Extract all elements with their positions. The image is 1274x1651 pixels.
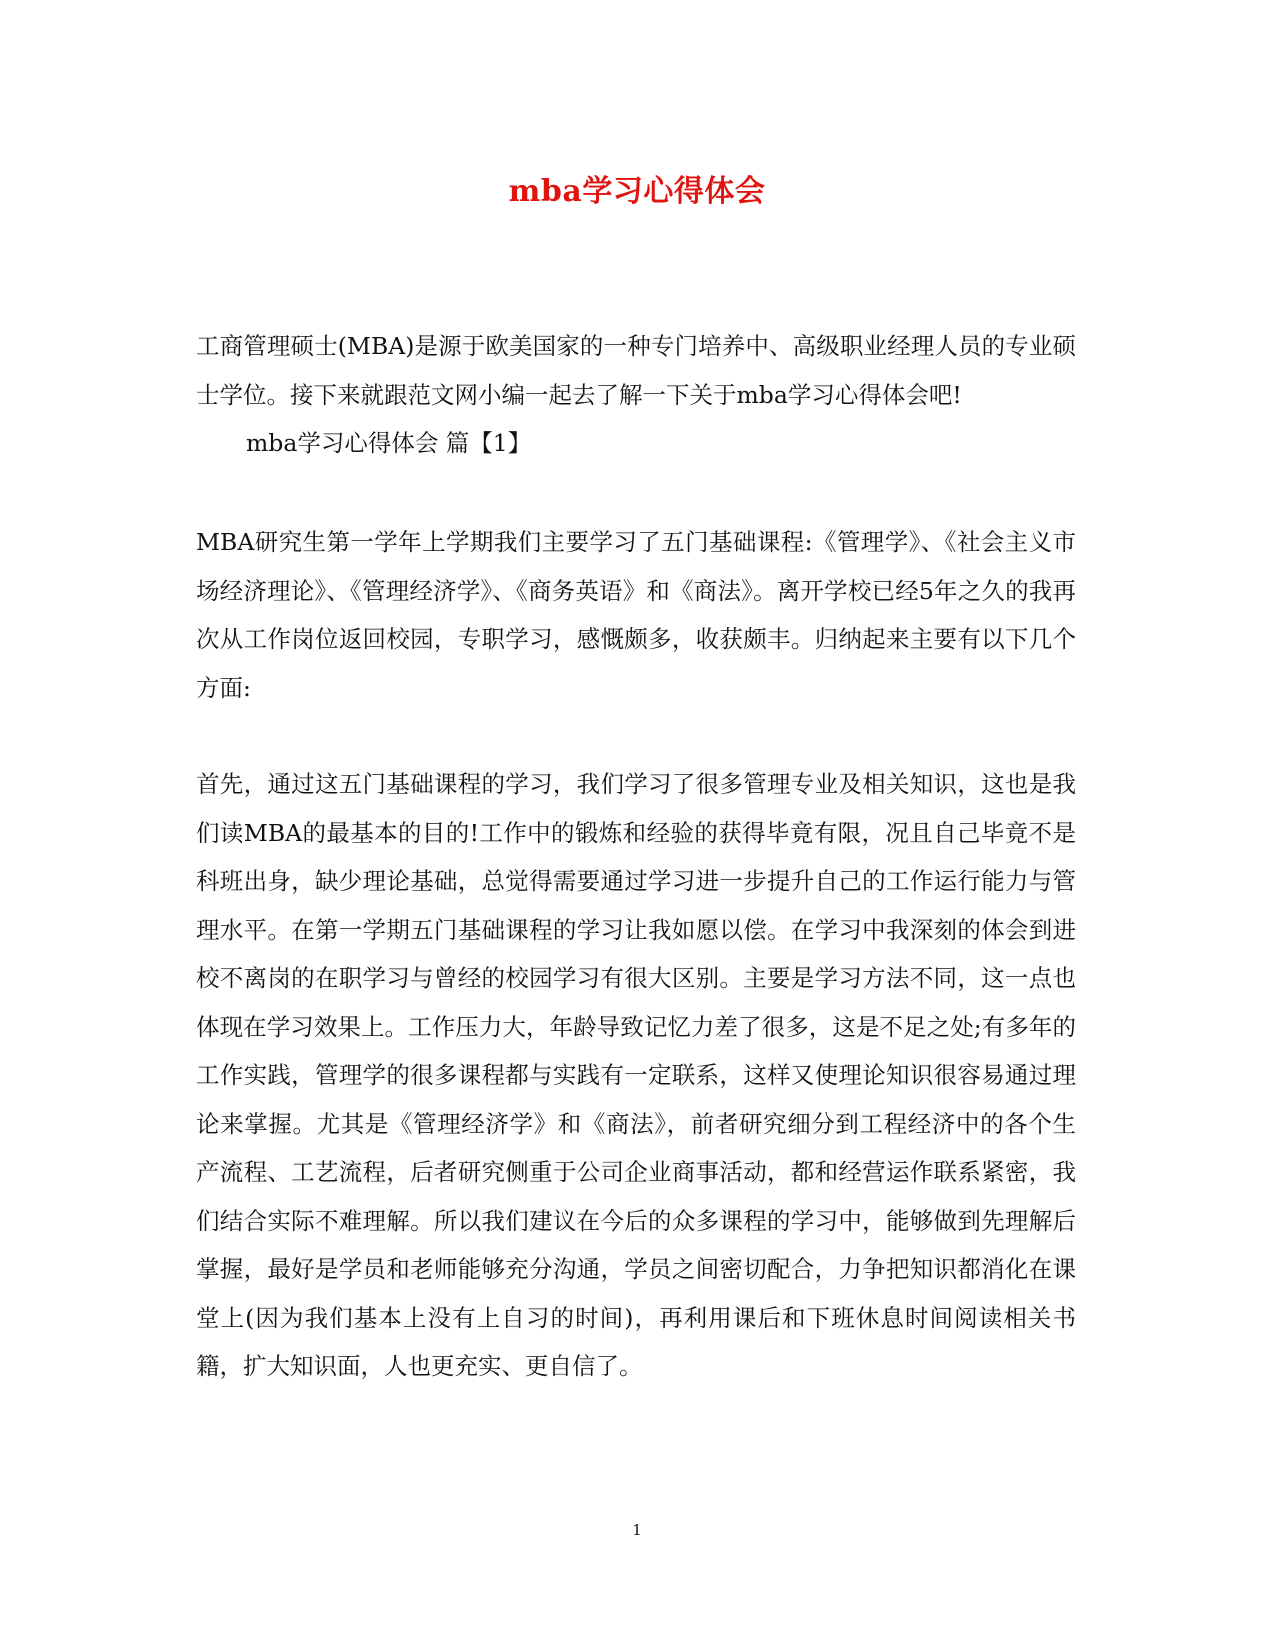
page-number: 1 — [632, 1521, 642, 1539]
body-paragraph-1: MBA研究生第一学年上学期我们主要学习了五门基础课程:《管理学》、《社会主义市场经济理论》、《管理经济学》、《商务英语》和《商法》。离开学校已经5年之久的我再次从工作岗位返回校园，专职学习，感慨颇多，收获颇丰。归纳起来主要有以下几个方面: — [196, 528, 1076, 702]
body-paragraph-2: 首先，通过这五门基础课程的学习，我们学习了很多管理专业及相关知识，这也是我们读MBA的最基本的目的!工作中的锻炼和经验的获得毕竟有限，况且自己毕竟不是科班出身，缺少理论基础，总觉得需要通过学习进一步提升自己的工作运行能力与管理水平。在第一学期五门基础课程的学习让我如愿以偿。在学习中我深刻的体会到进校不离岗的在职学习与曾经的校园学习有很大区别。主要是学习方法不同，这一点也体现在学习效果上。工作压力大，年龄导致记忆力差了很多，这是不足之处;有多年的工作实践，管理学的很多课程都与实践有一定联系，这样又使理论知识很容易通过理论来掌握。尤其是《管理经济学》和《商法》，前者研究细分到工程经济中的各个生产流程、工艺流程，后者研究侧重于公司企业商事活动，都和经营运作联系紧密，我们结合实际不难理解。所以我们建议在今后的众多课程的学习中，能够做到先理解后掌握，最好是学员和老师能够充分沟通，学员之间密切配合，力争把知识都消化在课堂上(因为我们基本上没有上自习的时间)，再利用课后和下班休息时间阅读相关书籍，扩大知识面，人也更充实、更自信了。 — [196, 770, 1076, 1380]
document-title: mba学习心得体会 — [508, 174, 766, 209]
intro-paragraph: 工商管理硕士(MBA)是源于欧美国家的一种专门培养中、高级职业经理人员的专业硕士学位。接下来就跟范文网小编一起去了解一下关于mba学习心得体会吧! — [196, 332, 1076, 409]
section-heading: mba学习心得体会 篇【1】 — [246, 429, 532, 457]
